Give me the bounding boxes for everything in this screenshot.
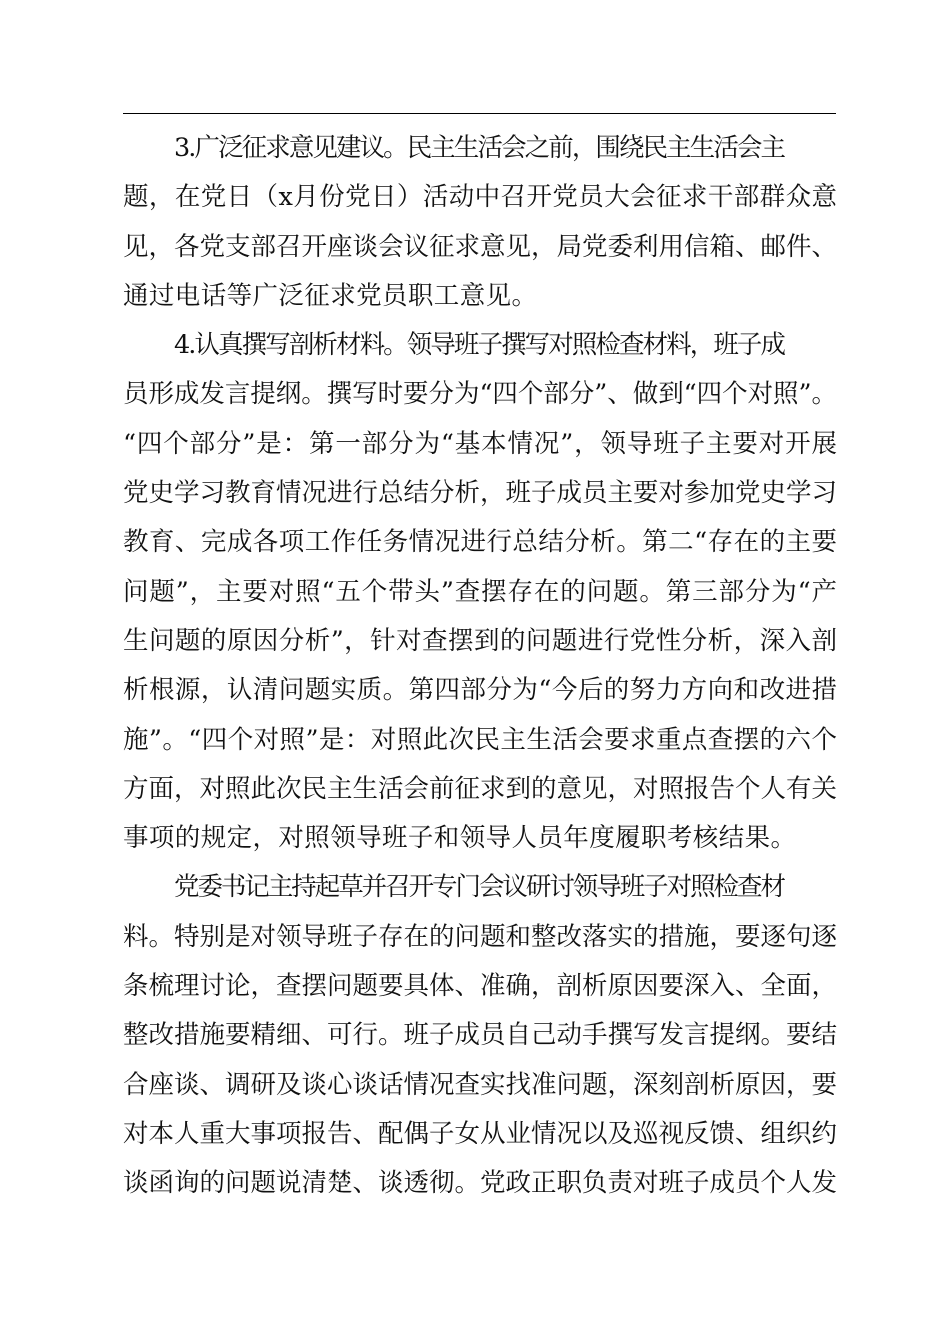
text-line: 生问题的原因分析”，针对查摆到的问题进行党性分析，深入剖 [123, 625, 838, 656]
text-line: 见，各党支部召开座谈会议征求意见，局党委利用信箱、邮件、 [123, 231, 837, 262]
paragraph-solicit-opinions [123, 124, 837, 321]
text-line: 对本人重大事项报告、配偶子女从业情况以及巡视反馈、组织约 [123, 1118, 837, 1149]
paragraph-write-analysis [123, 321, 837, 863]
text-line: 党委书记主持起草并召开专门会议研讨领导班子对照检查材 [174, 872, 784, 903]
text-line: 教育、完成各项工作任务情况进行总结分析。第二“存在的主要 [123, 527, 838, 558]
text-line: 4.认真撰写剖析材料。领导班子撰写对照检查材料，班子成 [174, 330, 785, 361]
text-line: 条梳理讨论，查摆问题要具体、准确，剖析原因要深入、全面， [123, 971, 837, 1002]
text-line: 党史学习教育情况进行总结分析，班子成员主要对参加党史学习 [123, 478, 837, 509]
text-line: 员形成发言提纲。撰写时要分为“四个部分”、做到“四个对照”。 [123, 379, 837, 410]
text-line: 整改措施要精细、可行。班子成员自己动手撰写发言提纲。要结 [123, 1020, 837, 1051]
text-line: 料。特别是对领导班子存在的问题和整改落实的措施，要逐句逐 [123, 921, 837, 952]
text-line: 析根源，认清问题实质。第四部分为“今后的努力方向和改进措 [123, 675, 838, 706]
header-rule [123, 113, 836, 114]
text-line: 事项的规定，对照领导班子和领导人员年度履职考核结果。 [123, 823, 797, 854]
text-line: 合座谈、调研及谈心谈话情况查实找准问题，深刻剖析原因，要 [123, 1069, 837, 1100]
text-line: 题，在党日（x月份党日）活动中召开党员大会征求干部群众意 [123, 182, 838, 213]
text-line: 施”。“四个对照”是：对照此次民主生活会要求重点查摆的六个 [123, 724, 838, 755]
text-line: 谈函询的问题说清楚、谈透彻。党政正职负责对班子成员个人发 [123, 1168, 837, 1199]
text-line: 方面，对照此次民主生活会前征求到的意见，对照报告个人有关 [123, 773, 837, 804]
paragraph-party-secretary [123, 863, 837, 1208]
text-line: 通过电话等广泛征求党员职工意见。 [123, 280, 538, 311]
text-line: 问题”，主要对照“五个带头”查摆存在的问题。第三部分为“产 [123, 576, 838, 607]
text-line: 3.广泛征求意见建议。民主生活会之前，围绕民主生活会主 [174, 133, 785, 163]
text-line: “四个部分”是：第一部分为“基本情况”，领导班子主要对开展 [123, 428, 838, 459]
document-body [123, 124, 837, 1209]
